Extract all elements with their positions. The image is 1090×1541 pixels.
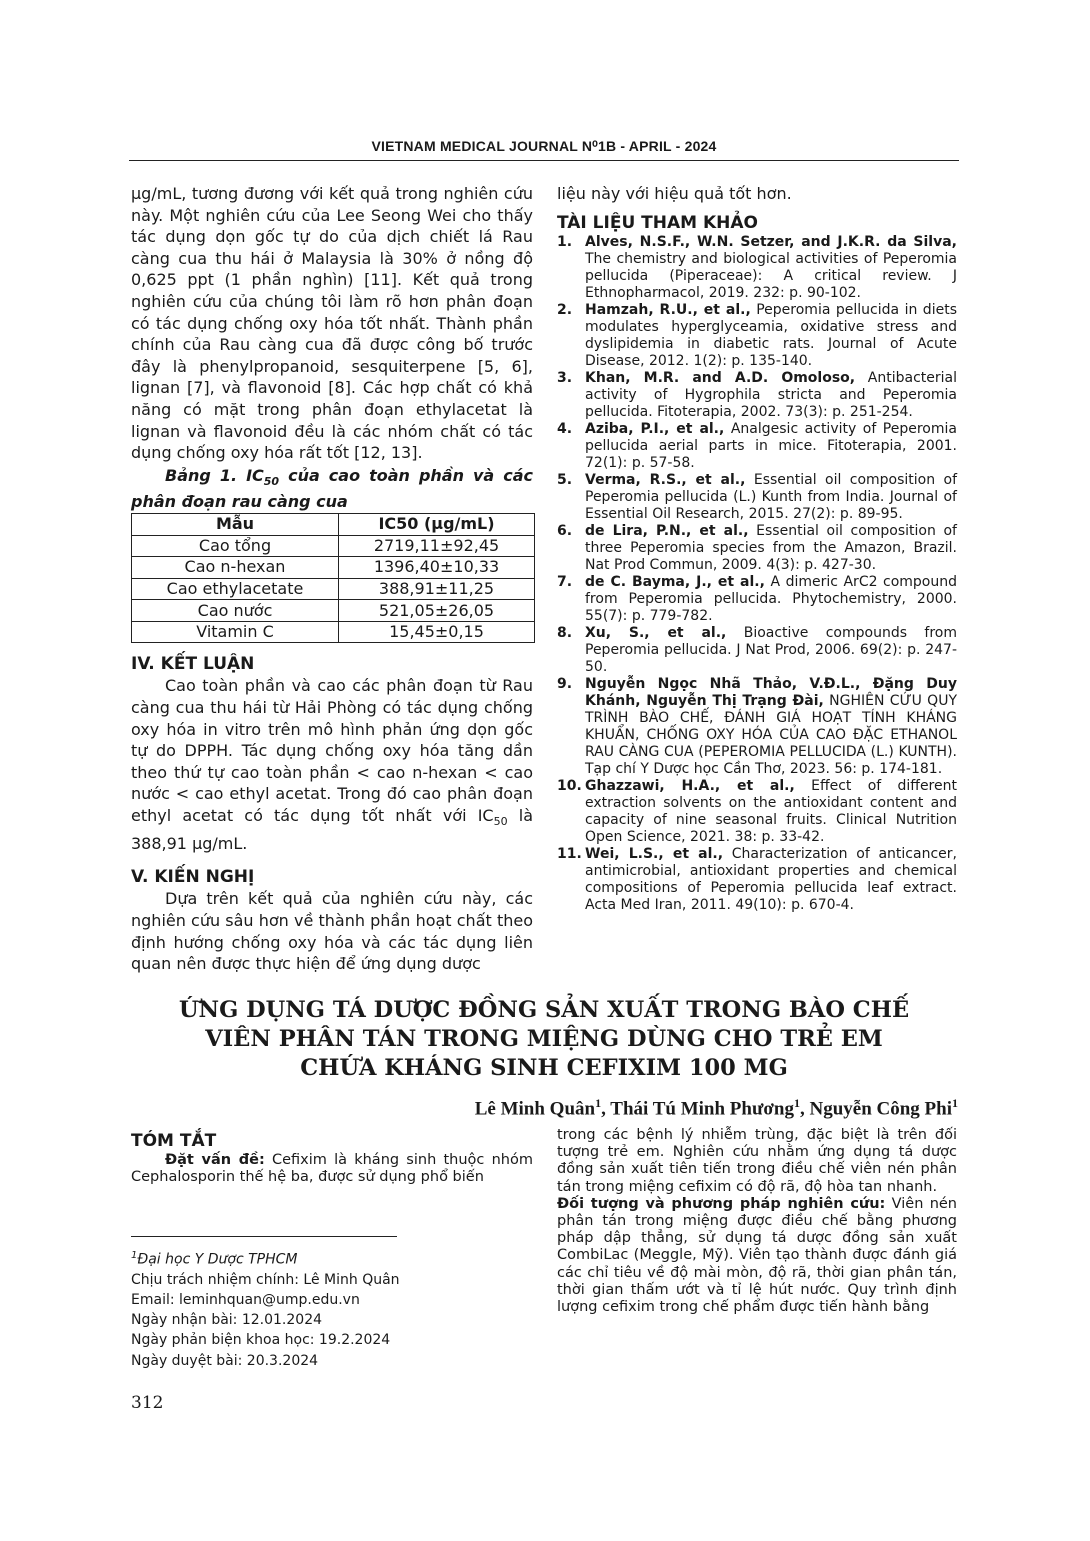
- footnote-line: Chịu trách nhiệm chính: Lê Minh Quân: [131, 1271, 400, 1288]
- table-row: [132, 600, 535, 622]
- reference-number: 6.: [557, 522, 573, 539]
- footnote-rule: [131, 1236, 397, 1237]
- abstract-right-label: Đối tượng và phương pháp nghiên cứu:: [557, 1195, 886, 1212]
- table-caption-suffix: của cao toàn phần và các phân đoạn rau càng cua: [131, 465, 533, 511]
- reference-text: A dimeric ArC2 compound from Peperomia pellucida. Phytochemistry, 2000. 55(7): p. 779-782.: [585, 573, 958, 624]
- conclusion-text: Cao toàn phần và cao các phân đoạn từ Rau càng cua thu hái từ Hải Phòng có tác dụng chống oxy hóa in vitro trên mô hình phản ứng dọn gốc tự do DPPH. Tác dụng chống oxy hóa tăng dần theo thứ tự cao toàn phần < cao n-hexan < cao nước < cao ethyl acetat. Trong đó cao phân đoạn ethyl acetat có tác dụng tốt nhất với IC: [131, 676, 533, 826]
- author-name: Nguyễn Công Phi: [809, 1098, 952, 1120]
- abstract-paragraph: [131, 1152, 533, 1186]
- article-title-line: ỨNG DỤNG TÁ DƯỢC ĐỒNG SẢN XUẤT TRONG BÀO CHẾ: [178, 997, 910, 1023]
- footnote: [131, 1246, 533, 1371]
- reference-number: 2.: [557, 301, 573, 318]
- reference-authors: Xu, S., et al.,: [585, 624, 727, 641]
- abstract-right-paragraph: trong các bệnh lý nhiễm trùng, đặc biệt là trên đối tượng trẻ em. Nghiên cứu nhằm ứng dụng tá dược đồng sản xuất tiên tiến trong điều chế viên nén phân tán trong miệng cefixim có độ rã, độ hòa tan nhanh.: [557, 1127, 957, 1195]
- reference-text: Peperomia pellucida in diets modulates hyperglyceamia, oxidative stress and dyslipidemia in diabetic rats. Journal of Acute Disease, 2012. 1(2): p. 135-140.: [585, 301, 957, 369]
- author-name: Thái Tú Minh Phương: [610, 1098, 794, 1120]
- reference-authors: Ghazzawi, H.A., et al.,: [585, 777, 795, 794]
- abstract-right-text: Viên nén phân tán trong miệng được điều chế bằng phương pháp dập thẳng, sử dụng tá dược đồng sản xuất CombiLac (Meggle, Mỹ). Viên tạo thành được đánh giá các chỉ tiêu về độ mài mòn, độ rã, thời gian phân tán, thời gian thấm ướt và tỉ lệ hút nước. Quy trình định lượng cefixim trong chế phẩm được tiến hành bằng: [557, 1195, 957, 1316]
- reference-item: [557, 574, 957, 625]
- reference-number: 5.: [557, 471, 573, 488]
- reference-item: [557, 370, 957, 421]
- reference-item: [557, 421, 957, 472]
- author-name: Lê Minh Quân: [474, 1098, 596, 1120]
- reference-text: Antibacterial activity of Hygrophila stricta and Peperomia pellucida. Fitoterapia, 2002. 73(3): p. 251-254.: [585, 369, 957, 420]
- abstract-heading: TÓM TẮT: [131, 1131, 217, 1151]
- author-separator: ,: [799, 1098, 810, 1120]
- reference-text: Effect of different extraction solvents on the antioxidant content and capacity of nine seasonal fruits. Clinical Nutrition Open Science, 2021. 38: p. 33-42.: [585, 777, 957, 845]
- reference-authors: Wei, L.S., et al.,: [585, 845, 724, 862]
- table-row: [132, 621, 535, 643]
- reference-number: 11.: [557, 845, 582, 862]
- reference-item: [557, 523, 957, 574]
- ic50-table: [131, 513, 535, 644]
- table-caption: [131, 466, 533, 512]
- reference-number: 3.: [557, 369, 573, 386]
- table-row: [132, 557, 535, 579]
- reference-authors: Khan, M.R. and A.D. Omoloso,: [585, 369, 856, 386]
- article-title-line: VIÊN PHÂN TÁN TRONG MIỆNG DÙNG CHO TRẺ EM: [205, 1026, 883, 1052]
- reference-number: 8.: [557, 624, 573, 641]
- reference-authors: Verma, R.S., et al.,: [585, 471, 746, 488]
- abstract-right-paragraph: [557, 1196, 957, 1316]
- right-column: [557, 183, 957, 914]
- author-separator: ,: [601, 1098, 611, 1120]
- reference-number: 4.: [557, 420, 573, 437]
- left-column: [131, 183, 533, 975]
- table-cell: 15,45±0,15: [339, 621, 535, 643]
- footnote-line: Ngày phản biện khoa học: 19.2.2024: [131, 1332, 391, 1349]
- author-affiliation-mark: 1: [952, 1096, 958, 1110]
- table-header-row: [132, 513, 535, 535]
- reference-authors: Aziba, P.I., et al.,: [585, 420, 725, 437]
- reference-text: Characterization of anticancer, antimicrobial, antioxidant properties and chemical compositions of Peperomia pellucida leaf extract. Acta Med Iran, 2011. 49(10): p. 670-4.: [585, 845, 957, 913]
- intro-paragraph: µg/mL, tương đương với kết quả trong nghiên cứu này. Một nghiên cứu của Lee Seong Wei cho thấy tác dụng dọn gốc tự do của dịch chiết lá Rau càng cua thu hái ở Malaysia là 30% ở nồng độ 0,625 ppt (1 phần nghìn) [11]. Kết quả trong nghiên cứu của chúng tôi làm rõ hơn phân đoạn có tác dụng chống oxy hóa tốt nhất. Thành phần chính của Rau càng cua đã được công bố trước đây là phenylpropanoid, sesquiterpene [5, 6], lignan [7], và flavonoid [8]. Các hợp chất có khả năng có mặt trong phân đoạn ethylacetat là lignan và flavonoid đều là các nhóm chất có tác dụng chống oxy hóa rất tốt [12, 13].: [131, 184, 533, 463]
- reference-number: 10.: [557, 777, 582, 794]
- reference-authors: Hamzah, R.U., et al.,: [585, 301, 751, 318]
- footnote-line: Email: leminhquan@ump.edu.vn: [131, 1292, 360, 1309]
- reference-item: [557, 472, 957, 523]
- reference-number: 7.: [557, 573, 573, 590]
- recommendation-heading: V. KIẾN NGHỊ: [131, 867, 255, 888]
- references-heading: TÀI LIỆU THAM KHẢO: [557, 212, 758, 233]
- reference-item: [557, 778, 957, 846]
- abstract-right: [557, 1127, 957, 1316]
- recommendation-paragraph: Dựa trên kết quả của nghiên cứu này, các nghiên cứu sâu hơn về thành phần hoạt chất theo định hướng chống oxy hóa và các tác dụng liên quan nên được thực hiện để ứng dụng dược: [131, 889, 533, 974]
- reference-text: NGHIÊN CỨU QUY TRÌNH BÀO CHẾ, ĐÁNH GIÁ HOẠT TÍNH KHÁNG KHUẨN, CHỐNG OXY HÓA CỦA CAO ĐẶC ETHANOL RAU CÀNG CUA (PEPEROMIA PELLUCIDA (L.) KUNTH). Tạp chí Y Dược học Cần Thơ, 2023. 56: p. 174-181.: [585, 692, 957, 777]
- page-number: 312: [131, 1393, 164, 1413]
- journal-header: VIETNAM MEDICAL JOURNAL N⁰1B - APRIL - 2024: [371, 138, 717, 154]
- table-cell: 521,05±26,05: [339, 600, 535, 622]
- reference-item: [557, 625, 957, 676]
- continuation-text: liệu này với hiệu quả tốt hơn.: [557, 184, 792, 203]
- reference-text: Essential oil composition of Peperomia pellucida (L.) Kunth from India. Journal of Essential Oil Research, 2015. 27(2): p. 89-95.: [585, 471, 958, 522]
- reference-number: 1.: [557, 233, 573, 250]
- footnote-line: Ngày duyệt bài: 20.3.2024: [131, 1352, 319, 1369]
- reference-authors: de Lira, P.N., et al.,: [585, 522, 749, 539]
- reference-text: The chemistry and biological activities of Peperomia pellucida (Piperaceae): A critical review. J Ethnopharmacol, 2019. 232: p. 90-102.: [585, 250, 957, 301]
- reference-item: [557, 302, 957, 370]
- reference-item: [557, 676, 957, 778]
- reference-authors: Nguyễn Ngọc Nhã Thảo, V.Đ.L., Đặng Duy Khánh, Nguyễn Thị Trạng Đài,: [585, 675, 957, 709]
- table-caption-sub: 50: [263, 474, 280, 488]
- table-cell: Vitamin C: [132, 621, 339, 643]
- table-row: [132, 535, 535, 557]
- article-title-line: CHỨA KHÁNG SINH CEFIXIM 100 MG: [300, 1055, 788, 1081]
- reference-number: 9.: [557, 675, 573, 692]
- reference-list: [557, 234, 957, 914]
- conclusion-paragraph: [131, 675, 533, 854]
- reference-item: [557, 234, 957, 302]
- table-caption-prefix: Bảng 1. IC: [165, 465, 264, 485]
- table-cell: 2719,11±92,45: [339, 535, 535, 557]
- conclusion-heading: IV. KẾT LUẬN: [131, 654, 255, 675]
- table-row: [132, 578, 535, 600]
- table-header-sample: Mẫu: [132, 513, 339, 535]
- table-cell: Cao ethylacetate: [132, 578, 339, 600]
- abstract-left: [131, 1130, 533, 1186]
- author-affiliation-mark: 1: [793, 1096, 800, 1110]
- reference-text: Analgesic activity of Peperomia pellucida aerial parts in mice. Fitoterapia, 2001. 72(1): p. 57-58.: [585, 420, 957, 471]
- abstract-text: Cefixim là kháng sinh thuộc nhóm Cephalosporin thế hệ ba, được sử dụng phổ biến: [131, 1152, 533, 1186]
- abstract-label: Đặt vấn đề:: [165, 1152, 265, 1168]
- reference-authors: de C. Bayma, J., et al.,: [585, 573, 765, 590]
- table-cell: 388,91±11,25: [339, 578, 535, 600]
- footnote-affiliation-text: Đại học Y Dược TPHCM: [137, 1251, 298, 1268]
- table-header-ic50: IC50 (µg/mL): [339, 513, 535, 535]
- conclusion-text-end: là 388,91 µg/mL.: [131, 806, 534, 853]
- conclusion-sub: 50: [493, 815, 508, 829]
- reference-text: Bioactive compounds from Peperomia pellucida. J Nat Prod, 2006. 69(2): p. 247-50.: [585, 624, 957, 675]
- table-cell: Cao tổng: [132, 535, 339, 557]
- footnote-line: Ngày nhận bài: 12.01.2024: [131, 1312, 323, 1329]
- reference-authors: Alves, N.S.F., W.N. Setzer, and J.K.R. da Silva,: [585, 233, 957, 250]
- table-cell: Cao n-hexan: [132, 557, 339, 579]
- footnote-affiliation: [131, 1246, 533, 1270]
- table-cell: 1396,40±10,33: [339, 557, 535, 579]
- article-authors: [475, 1096, 958, 1120]
- author-affiliation-mark: 1: [595, 1096, 602, 1110]
- reference-text: Essential oil composition of three Peperomia species from the Amazon, Brazil. Nat Prod Commun, 2009. 4(3): p. 427-30.: [585, 522, 957, 573]
- article-title: [129, 996, 959, 1083]
- reference-item: [557, 846, 957, 914]
- header-rule: [129, 160, 959, 161]
- footnote-affiliation-mark: 1: [131, 1250, 138, 1261]
- table-cell: Cao nước: [132, 600, 339, 622]
